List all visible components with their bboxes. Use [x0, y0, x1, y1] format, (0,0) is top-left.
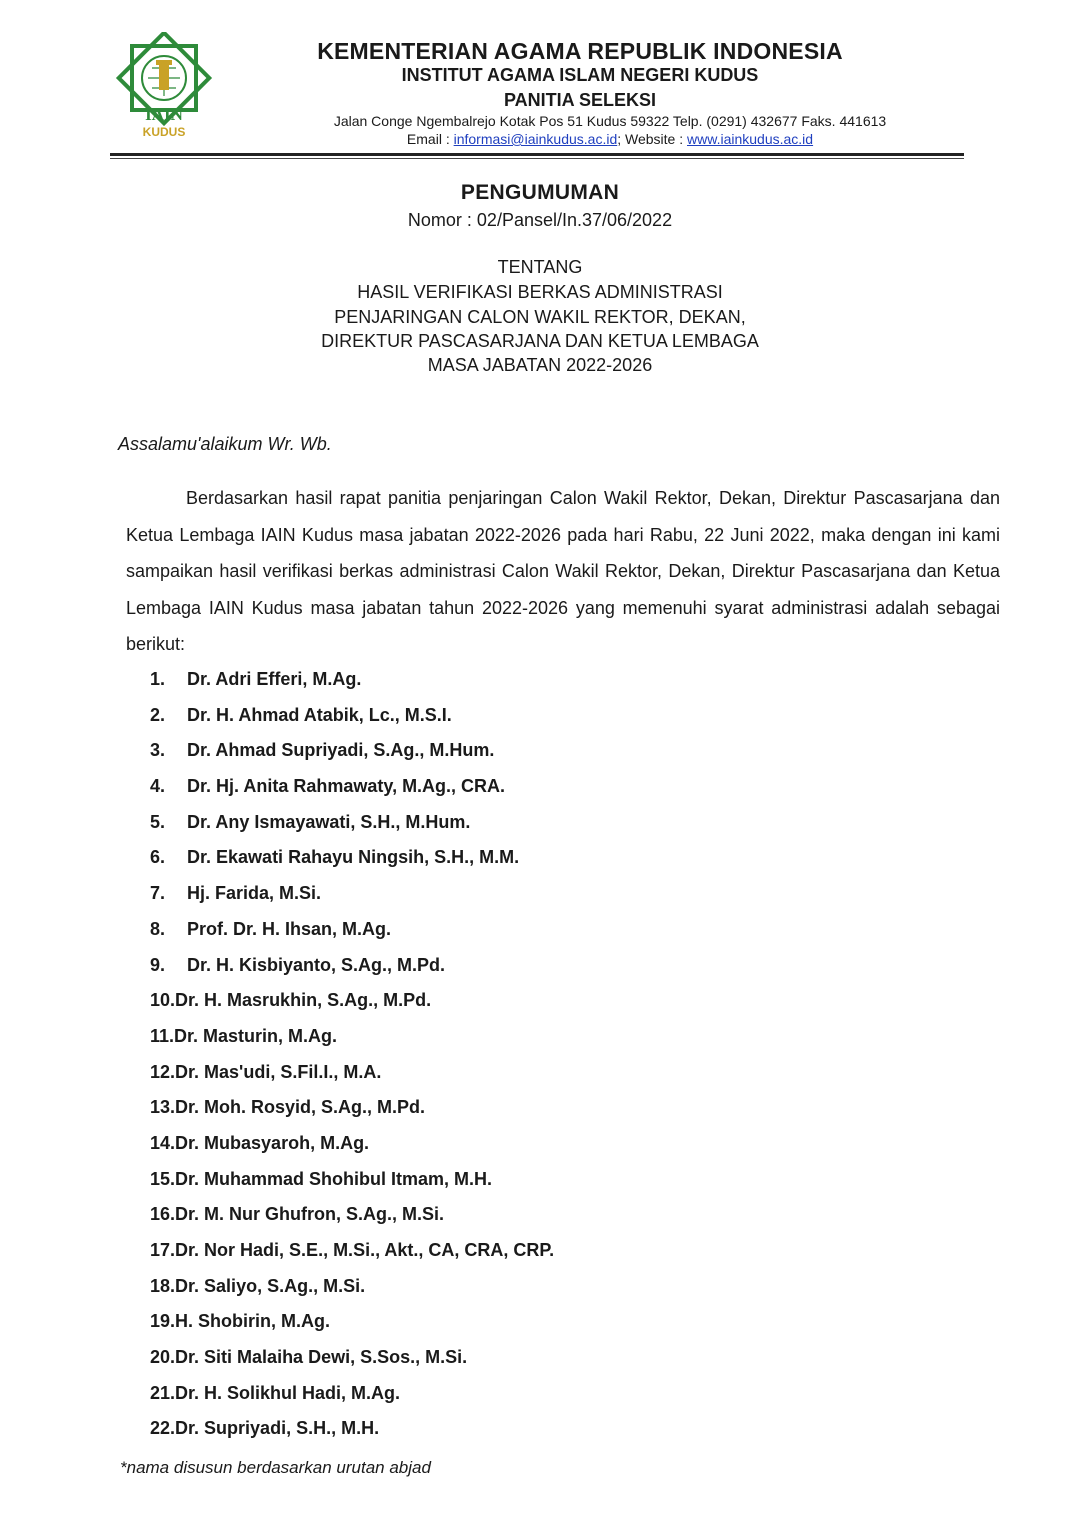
list-item	[150, 1055, 554, 1091]
list-item-number: 14.	[150, 1132, 176, 1153]
list-item-number: 15.	[150, 1168, 176, 1189]
list-item	[150, 840, 554, 876]
list-item	[150, 1376, 554, 1412]
list-item-number: 12.	[150, 1061, 176, 1082]
about-line-3: DIREKTUR PASCASARJANA DAN KETUA LEMBAGA	[321, 331, 759, 351]
list-item-name: Dr. H. Solikhul Hadi, M.Ag.	[175, 1382, 401, 1403]
list-item-number: 5.	[150, 811, 166, 832]
list-item-number: 10.	[150, 990, 176, 1011]
list-item-name: Dr. Muhammad Shohibul Itmam, M.H.	[175, 1168, 493, 1189]
list-item-name: Dr. Supriyadi, S.H., M.H.	[175, 1418, 380, 1439]
list-item-number: 2.	[150, 704, 166, 725]
website-link[interactable]: www.iainkudus.ac.id	[687, 131, 814, 147]
list-item-name: Dr. Ekawati Rahayu Ningsih, S.H., M.M.	[187, 847, 520, 868]
list-item	[150, 1411, 554, 1447]
list-item-name: Dr. Any Ismayawati, S.H., M.Hum.	[187, 811, 471, 832]
contact-line	[230, 131, 990, 147]
list-item-number: 21.	[150, 1382, 176, 1403]
list-item-name: Dr. Adri Efferi, M.Ag.	[187, 669, 362, 689]
list-item-name: Dr. Saliyo, S.Ag., M.Si.	[175, 1275, 366, 1296]
list-item-number: 1.	[150, 669, 166, 689]
list-item-number: 6.	[150, 847, 166, 868]
list-item-number: 8.	[150, 918, 166, 939]
list-item-name: H. Shobirin, M.Ag.	[175, 1311, 331, 1332]
letterhead-divider-thin	[110, 158, 964, 159]
email-link[interactable]: informasi@iainkudus.ac.id	[453, 131, 618, 147]
list-item	[150, 698, 554, 734]
list-item-name: Dr. Masturin, M.Ag.	[174, 1025, 338, 1046]
announcement-title: PENGUMUMAN	[460, 181, 620, 204]
list-item-name: Dr. M. Nur Ghufron, S.Ag., M.Si.	[175, 1204, 445, 1225]
greeting: Assalamu'alaikum Wr. Wb.	[118, 434, 332, 454]
list-item-number: 13.	[150, 1097, 176, 1118]
list-item-number: 19.	[150, 1311, 176, 1332]
logo-emblem-icon	[112, 32, 216, 144]
list-item-number: 16.	[150, 1204, 176, 1225]
list-item	[150, 805, 554, 841]
list-item-name: Dr. Siti Malaiha Dewi, S.Sos., M.Si.	[175, 1347, 468, 1368]
committee-name: PANITIA SELEKSI	[503, 90, 656, 110]
list-item-name: Dr. H. Ahmad Atabik, Lc., M.S.I.	[187, 704, 452, 725]
list-item	[150, 1304, 554, 1340]
about-heading: TENTANG	[497, 257, 583, 277]
about-line-4: MASA JABATAN 2022-2026	[427, 355, 653, 375]
list-item-name: Dr. Ahmad Supriyadi, S.Ag., M.Hum.	[187, 740, 495, 761]
list-item-number: 20.	[150, 1347, 176, 1368]
ministry-name: KEMENTERIAN AGAMA REPUBLIK INDONESIA	[317, 38, 843, 64]
list-item	[150, 1019, 554, 1055]
list-item-name: Hj. Farida, M.Si.	[187, 883, 322, 904]
list-item	[150, 1233, 554, 1269]
list-item-number: 22.	[150, 1418, 176, 1439]
list-item-number: 7.	[150, 883, 166, 904]
list-item-name: Dr. Hj. Anita Rahmawaty, M.Ag., CRA.	[187, 776, 506, 797]
list-item	[150, 1340, 554, 1376]
list-item	[150, 876, 554, 912]
body-paragraph: Berdasarkan hasil rapat panitia penjaringan Calon Wakil Rektor, Dekan, Direktur Pascasarjana dan Ketua Lembaga IAIN Kudus masa jabatan 2022-2026 pada hari Rabu, 22 Juni 2022, maka dengan ini kami sampaikan hasil verifikasi berkas administrasi Calon Wakil Rektor, Dekan, Direktur Pascasarjana dan Ketua Lembaga IAIN Kudus masa jabatan tahun 2022-2026 yang memenuhi syarat administrasi adalah sebagai berikut:	[126, 488, 1000, 654]
logo-subtext: KUDUS	[142, 125, 186, 139]
letterhead-divider	[110, 153, 964, 156]
list-item-number: 3.	[150, 740, 166, 761]
list-item-name: Dr. Mubasyaroh, M.Ag.	[175, 1132, 370, 1153]
about-line-2: PENJARINGAN CALON WAKIL REKTOR, DEKAN,	[334, 307, 746, 327]
list-item-name: Prof. Dr. H. Ihsan, M.Ag.	[187, 918, 392, 939]
list-item	[150, 1162, 554, 1198]
list-item-name: Dr. Nor Hadi, S.E., M.Si., Akt., CA, CRA, CRP.	[175, 1240, 555, 1260]
announcement-number: Nomor : 02/Pansel/In.37/06/2022	[407, 210, 673, 230]
list-item-number: 17.	[150, 1240, 176, 1260]
list-item-name: Dr. H. Masrukhin, S.Ag., M.Pd.	[175, 990, 432, 1011]
institute-name: INSTITUT AGAMA ISLAM NEGERI KUDUS	[401, 65, 759, 85]
list-item	[150, 912, 554, 948]
list-item-number: 9.	[150, 954, 166, 975]
email-label: Email :	[406, 131, 454, 147]
list-item	[150, 1197, 554, 1233]
list-item	[150, 1090, 554, 1126]
list-item-name: Dr. Moh. Rosyid, S.Ag., M.Pd.	[175, 1097, 426, 1118]
about-line-1: HASIL VERIFIKASI BERKAS ADMINISTRASI	[357, 282, 723, 302]
logo-text: IAIN	[145, 105, 183, 124]
footnote: *nama disusun berdasarkan urutan abjad	[120, 1458, 431, 1477]
list-item	[150, 662, 554, 698]
list-item-number: 4.	[150, 776, 166, 797]
list-item	[150, 769, 554, 805]
website-label: ; Website :	[617, 131, 688, 147]
list-item	[150, 948, 554, 984]
list-item	[150, 1269, 554, 1305]
candidate-list	[150, 662, 554, 1447]
list-item	[150, 733, 554, 769]
list-item	[150, 1126, 554, 1162]
institute-address: Jalan Conge Ngembalrejo Kotak Pos 51 Kudus 59322 Telp. (0291) 432677 Faks. 441613	[333, 113, 887, 129]
list-item-name: Dr. H. Kisbiyanto, S.Ag., M.Pd.	[187, 954, 446, 975]
list-item-name: Dr. Mas'udi, S.Fil.I., M.A.	[175, 1061, 382, 1082]
list-item-number: 11.	[150, 1025, 175, 1046]
list-item	[150, 983, 554, 1019]
list-item-number: 18.	[150, 1275, 176, 1296]
iain-kudus-logo	[112, 32, 216, 144]
